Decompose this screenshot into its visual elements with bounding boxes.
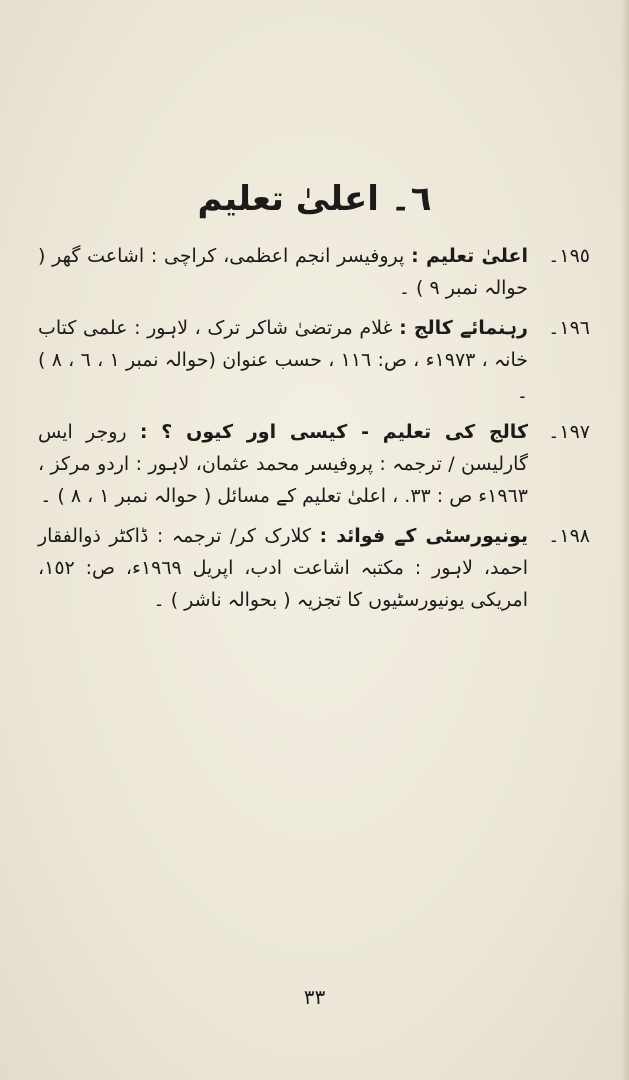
- bibliography-entry: [38, 312, 590, 408]
- entry-text: [38, 312, 528, 408]
- bibliography-entry: [38, 240, 590, 304]
- bibliography-list: [38, 240, 590, 624]
- entry-text: [38, 240, 528, 304]
- page-number: ٣٣: [303, 985, 326, 1009]
- entry-number: ١٩٧۔: [548, 421, 590, 443]
- section-heading: ٦۔ اعلیٰ تعلیم: [197, 179, 432, 219]
- entry-details: روجر ایس گارلیسن / ترجمہ : پروفیسر محمد عثمان، لاہور : اردو مرکز ، ١٩٦٣ء ص : ٣٣. ، اعلیٰ تعلیم کے مسائل ( حوالہ نمبر ١ ، ٨ ) ۔: [38, 421, 528, 507]
- bibliography-entry: [38, 520, 590, 616]
- entry-details: پروفیسر انجم اعظمی، کراچی : اشاعت گھر ( حوالہ نمبر ٩ ) ۔: [38, 245, 528, 299]
- entry-text: [38, 416, 528, 512]
- entry-number: ١٩٨۔: [548, 525, 590, 547]
- entry-title: اعلیٰ تعلیم :: [411, 245, 528, 267]
- entry-title: کالج کی تعلیم - کیسی اور کیوں ؟ :: [139, 421, 528, 443]
- entry-title: یونیورسٹی کے فوائد :: [319, 525, 528, 547]
- entry-number: ١٩٦۔: [548, 317, 590, 339]
- entry-number: ١٩٥۔: [548, 245, 590, 267]
- entry-title: رہنمائے کالج :: [399, 317, 528, 339]
- entry-text: [38, 520, 528, 616]
- entry-details: غلام مرتضیٰ شاکر ترک ، لاہور : علمی کتاب خانہ ، ١٩٧٣ء ، ص: ١١٦ ، حسب عنوان (حوالہ نمبر ١ ، ٦ ، ٨ ) ۔: [38, 317, 528, 403]
- page-edge-shadow: [621, 0, 629, 1080]
- entry-details: کلارک کر/ ترجمہ : ڈاکٹر ذوالفقار احمد، لاہور : مکتبہ اشاعت ادب، اپریل ١٩٦٩ء، ص: ١٥٢، امریکی یونیورسٹیوں کا تجزیہ ( بحوالہ ناشر ) ۔: [38, 525, 528, 611]
- bibliography-entry: [38, 416, 590, 512]
